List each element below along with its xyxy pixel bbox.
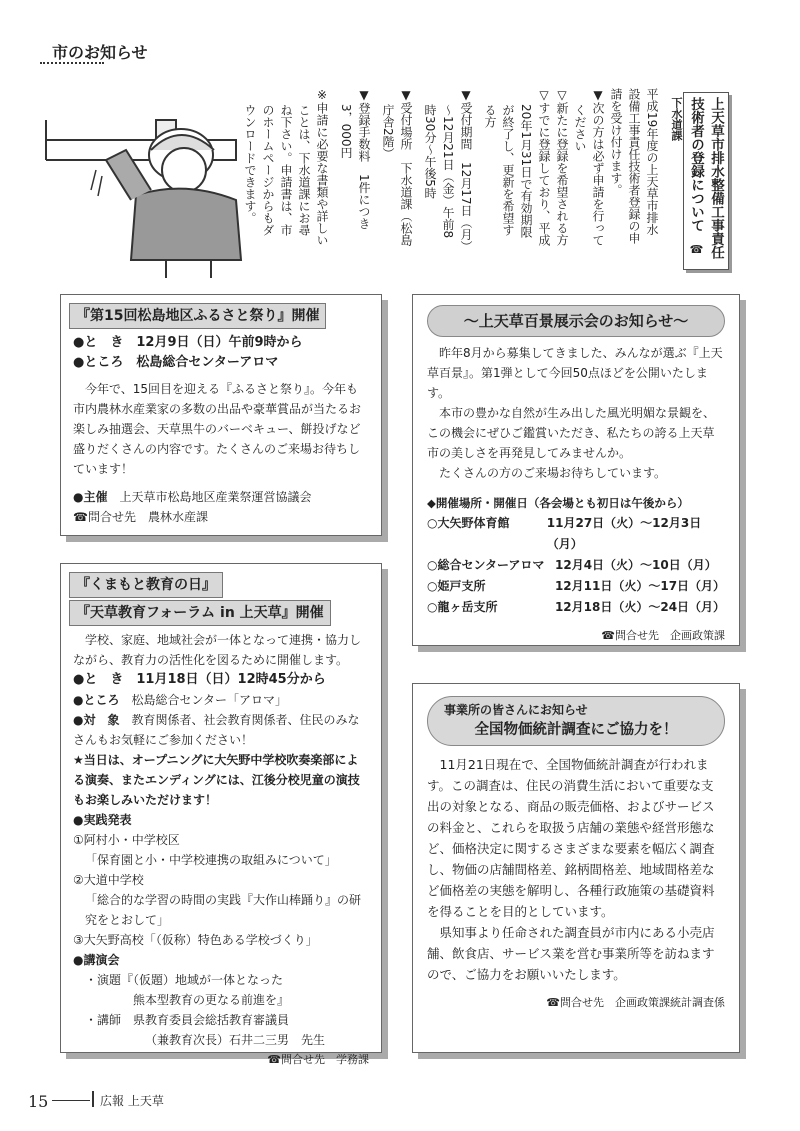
education-target: 教育関係者、社会教育関係者、住民のみなさんもお気軽にご参加ください！ xyxy=(73,713,360,747)
education-place: 松島総合センター「アロマ」 xyxy=(131,693,288,707)
venue-date: 11月27日（火）～12月3日（月） xyxy=(546,516,702,551)
education-practice-label: ●実践発表 xyxy=(73,813,132,827)
sewer-title: 上天草市排水整備工事責任技術者の登録について xyxy=(688,97,724,259)
education-note: ★当日は、オープニングに大矢野中学校吹奏楽部による演奏、またエンディングには、江後分校児童の演技もお楽しみいただけます！ xyxy=(73,753,360,807)
survey-header xyxy=(427,696,725,746)
festival-host-label: ●主催 xyxy=(73,490,108,504)
venue-name: ○大矢野体育館 xyxy=(427,516,510,530)
scenery-box xyxy=(412,294,740,646)
education-title-2: 『天草教育フォーラム in 上天草』開催 xyxy=(69,600,331,626)
festival-body: 今年で、15回目を迎える『ふるさと祭り』。今年も市内農林水産業家の多数の出品や豪華賞品が当たるお楽しみ抽選会、天草黒牛のバーベキュー、餅投げなど盛りだくさんの内容です。たくさんのご来場お待ちしています！ xyxy=(73,382,362,476)
sewer-col: が終了し、更新を希望す xyxy=(501,104,515,236)
education-place-label: ●ところ xyxy=(73,693,120,707)
sewer-col: ね下さい。申請書は、市 xyxy=(279,104,293,236)
survey-body-1: 11月21日現在で、全国物価統計調査が行われます。この調査は、住民の消費生活において重要な支出の対象となる、商品の販売価格、およびサービスの料金と、これらを取扱う店舗の業態や経営形態など、価格決定に関するさまざまな要素を幅広く調査し、物価の店舗間格差、銘柄間格差、地域間格差など価格差の実態を解明し、各種行政施策の基礎資料を得ることを目的としています。 xyxy=(427,757,715,919)
sewer-col: ウンロードできます。 xyxy=(243,104,257,224)
scenery-body-3: たくさんの方のご来場お待ちしています。 xyxy=(439,466,667,480)
practice-2-school: ②大道中学校 xyxy=(73,873,144,887)
education-target-label: ●対 象 xyxy=(73,713,120,727)
sewer-col: ください xyxy=(573,104,587,152)
worker-illustration xyxy=(36,100,256,280)
venue-heading: ◆開催場所・開催日（各会場とも初日は午後から） xyxy=(427,496,689,510)
page-number: 15 xyxy=(28,1092,49,1111)
scenery-title: ～上天草百景展示会のお知らせ～ xyxy=(427,305,725,337)
sewer-col: ※申請に必要な書類や詳しい xyxy=(315,88,329,246)
lecture-title-1: ・演題『（仮題）地域が一体となった xyxy=(85,973,284,987)
sewer-col: ことは、下水道課にお尋 xyxy=(297,104,311,236)
publication-name: 広報 上天草 xyxy=(100,1094,164,1108)
practice-2-title: 「総合的な学習の時間の実践『大作山棒踊り』の研究をとおして」 xyxy=(85,893,362,927)
education-date: 11月18日（日）12時45分から xyxy=(136,672,326,687)
education-box xyxy=(60,563,382,1066)
sewer-col: のホームページからもダ xyxy=(261,104,275,236)
venue-date: 12月18日（火）～24日（月） xyxy=(554,600,726,614)
sewer-col: 庁舎2階） xyxy=(381,104,395,160)
sewer-col: る方 xyxy=(483,104,497,128)
venue-name: ○総合センターアロマ xyxy=(427,558,545,572)
education-date-label: ●と き xyxy=(73,672,124,687)
venue-name: ○姫戸支所 xyxy=(427,579,486,593)
venue-date: 12月11日（火）～17日（月） xyxy=(554,579,726,593)
education-contact: ☎問合せ先 学務課 xyxy=(267,1053,369,1066)
sewer-col: 請を受け付けます。 xyxy=(609,88,623,196)
education-intro: 学校、家庭、地域社会が一体となって連携・協力しながら、教育力の活性化を図るために開催します。 xyxy=(73,633,362,667)
festival-title: 『第15回松島地区ふるさと祭り』開催 xyxy=(69,303,326,329)
sewer-col: ▼受付場所 下水道課（松島 xyxy=(399,88,413,246)
scenery-body-2: 本市の豊かな自然が生み出した風光明媚な景観を、この機会にぜひご鑑賞いただき、私たちの誇る上天草市の美しさを再発見してみませんか。 xyxy=(427,406,716,460)
lecture-title-2: 熊本型教育の更なる前進を』 xyxy=(133,993,290,1007)
venue-row xyxy=(427,513,725,555)
sewer-dept: ☎下水道課 xyxy=(670,97,703,256)
survey-contact: ☎問合せ先 企画政策課統計調査係 xyxy=(546,996,725,1009)
venue-row xyxy=(427,576,725,597)
venue-list xyxy=(427,513,725,618)
practice-3: ③大矢野高校「（仮称）特色ある学校づくり」 xyxy=(73,933,318,947)
venue-row xyxy=(427,555,725,576)
practice-1-school: ①阿村小・中学校区 xyxy=(73,833,180,847)
sewer-col: 3，000円 xyxy=(339,104,353,159)
footer-divider xyxy=(92,1091,94,1107)
sewer-col: ▼登録手数料 1件につき xyxy=(357,88,371,230)
survey-sub: 事業所の皆さんにお知らせ xyxy=(444,703,588,717)
sewer-col: ▽すでに登録しており、平成 xyxy=(537,88,551,246)
practice-1-title: 「保育園と小・中学校連携の取組みについて」 xyxy=(85,853,337,867)
festival-box xyxy=(60,294,382,536)
footer-rule xyxy=(52,1100,90,1101)
education-title-1: 『くまもと教育の日』 xyxy=(69,572,223,598)
festival-date-label: ●と き xyxy=(73,335,124,350)
festival-host: 上天草市松島地区産業祭運営協議会 xyxy=(119,490,312,504)
festival-place-label: ●ところ xyxy=(73,355,124,370)
sewer-col: ～12月21日（金）午前8 xyxy=(441,104,455,239)
sewer-col: 20年1月31日で有効期限 xyxy=(519,104,533,239)
lecture-speaker-1: ・講師 県教育委員会総括教育審議員 xyxy=(85,1013,290,1027)
festival-place: 松島総合センターアロマ xyxy=(136,355,279,370)
sewer-col: ▼受付期間 12月17日（月） xyxy=(459,88,473,253)
sewer-col: 時30分～午後5時 xyxy=(423,104,437,199)
sewer-col: 設備工事責任技術者登録の申 xyxy=(627,88,641,244)
scenery-body-1: 昨年8月から募集してきました、みんなが選ぶ『上天草百景』。第1弾として今回50点ほどを公開いたします。 xyxy=(427,346,723,400)
sewer-title-box xyxy=(670,92,729,270)
festival-date: 12月9日（日）午前9時から xyxy=(136,335,303,350)
survey-box xyxy=(412,683,740,1053)
survey-body-2: 県知事より任命された調査員が市内にある小売店舗、飲食店、サービス業を営む事業所等を訪ねますので、ご協力をお願いいたします。 xyxy=(427,925,715,982)
section-title: 市のお知らせ xyxy=(52,43,148,62)
sewer-col: ▽新たに登録を希望される方 xyxy=(555,88,569,246)
section-underline xyxy=(40,62,104,64)
sewer-col: 平成19年度の上天草市排水 xyxy=(645,88,659,236)
education-lecture-label: ●講演会 xyxy=(73,953,120,967)
venue-name: ○龍ヶ岳支所 xyxy=(427,600,498,614)
festival-contact: ☎問合せ先 農林水産課 xyxy=(73,510,208,524)
sewer-col: ▼次の方は必ず申請を行って xyxy=(591,88,605,246)
scenery-contact: ☎問合せ先 企画政策課 xyxy=(601,629,725,642)
venue-date: 12月4日（火）～10日（月） xyxy=(555,558,717,572)
survey-title: 全国物価統計調査にご協力を！ xyxy=(474,722,678,738)
venue-row xyxy=(427,597,725,618)
lecture-speaker-2: （兼教育次長）石井二三男 先生 xyxy=(145,1033,326,1047)
